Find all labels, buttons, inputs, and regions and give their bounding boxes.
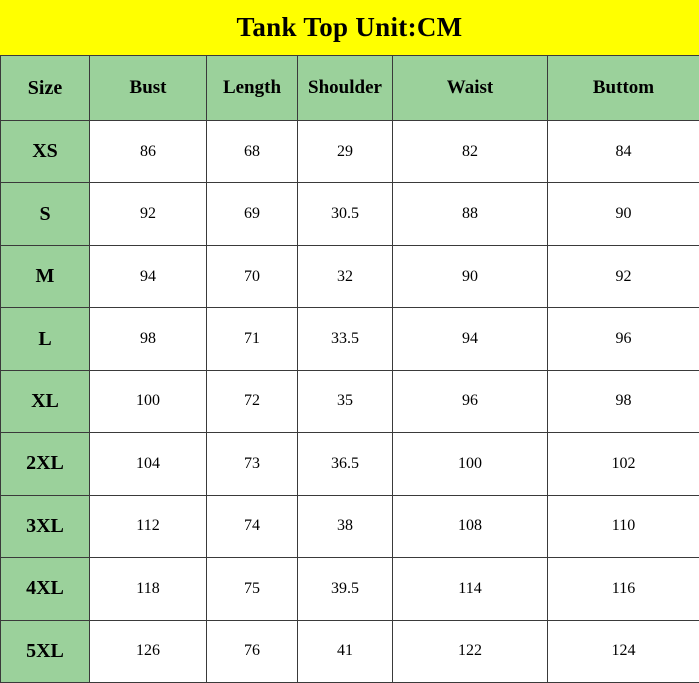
cell-bust: 112 <box>90 495 207 557</box>
cell-shoulder: 33.5 <box>298 308 393 370</box>
cell-waist: 90 <box>393 245 548 307</box>
cell-bust: 126 <box>90 620 207 683</box>
table-row <box>1 245 699 307</box>
cell-bust: 86 <box>90 121 207 183</box>
cell-length: 71 <box>207 308 298 370</box>
cell-length: 74 <box>207 495 298 557</box>
cell-shoulder: 29 <box>298 121 393 183</box>
cell-shoulder: 39.5 <box>298 558 393 620</box>
table-row <box>1 121 699 183</box>
column-header-bust: Bust <box>90 56 207 121</box>
column-header-buttom: Buttom <box>548 56 699 121</box>
size-chart-table <box>0 55 699 683</box>
cell-waist: 122 <box>393 620 548 683</box>
cell-shoulder: 32 <box>298 245 393 307</box>
cell-waist: 82 <box>393 121 548 183</box>
table-header <box>1 56 699 121</box>
cell-length: 69 <box>207 183 298 245</box>
table-row <box>1 620 699 683</box>
cell-shoulder: 36.5 <box>298 433 393 495</box>
table-header-row <box>1 56 699 121</box>
cell-length: 76 <box>207 620 298 683</box>
cell-buttom: 124 <box>548 620 699 683</box>
cell-buttom: 102 <box>548 433 699 495</box>
cell-waist: 96 <box>393 370 548 432</box>
column-header-size: Size <box>1 56 90 121</box>
table-body <box>1 121 699 683</box>
cell-buttom: 90 <box>548 183 699 245</box>
cell-waist: 88 <box>393 183 548 245</box>
row-header-size: 4XL <box>1 558 90 620</box>
column-header-waist: Waist <box>393 56 548 121</box>
cell-bust: 118 <box>90 558 207 620</box>
row-header-size: 5XL <box>1 620 90 683</box>
table-row <box>1 308 699 370</box>
cell-bust: 94 <box>90 245 207 307</box>
row-header-size: XS <box>1 121 90 183</box>
cell-length: 72 <box>207 370 298 432</box>
cell-length: 75 <box>207 558 298 620</box>
cell-waist: 100 <box>393 433 548 495</box>
row-header-size: S <box>1 183 90 245</box>
table-row <box>1 433 699 495</box>
cell-buttom: 96 <box>548 308 699 370</box>
page-title: Tank Top Unit:CM <box>0 0 699 55</box>
cell-shoulder: 41 <box>298 620 393 683</box>
cell-shoulder: 30.5 <box>298 183 393 245</box>
row-header-size: XL <box>1 370 90 432</box>
table-row <box>1 558 699 620</box>
cell-length: 73 <box>207 433 298 495</box>
cell-waist: 114 <box>393 558 548 620</box>
cell-buttom: 98 <box>548 370 699 432</box>
row-header-size: 3XL <box>1 495 90 557</box>
table-row <box>1 370 699 432</box>
cell-buttom: 84 <box>548 121 699 183</box>
cell-waist: 94 <box>393 308 548 370</box>
cell-buttom: 92 <box>548 245 699 307</box>
cell-buttom: 110 <box>548 495 699 557</box>
cell-length: 70 <box>207 245 298 307</box>
cell-length: 68 <box>207 121 298 183</box>
cell-waist: 108 <box>393 495 548 557</box>
column-header-shoulder: Shoulder <box>298 56 393 121</box>
column-header-length: Length <box>207 56 298 121</box>
cell-shoulder: 35 <box>298 370 393 432</box>
row-header-size: 2XL <box>1 433 90 495</box>
cell-shoulder: 38 <box>298 495 393 557</box>
table-row <box>1 183 699 245</box>
cell-bust: 92 <box>90 183 207 245</box>
row-header-size: M <box>1 245 90 307</box>
row-header-size: L <box>1 308 90 370</box>
cell-buttom: 116 <box>548 558 699 620</box>
cell-bust: 104 <box>90 433 207 495</box>
cell-bust: 100 <box>90 370 207 432</box>
cell-bust: 98 <box>90 308 207 370</box>
table-row <box>1 495 699 557</box>
